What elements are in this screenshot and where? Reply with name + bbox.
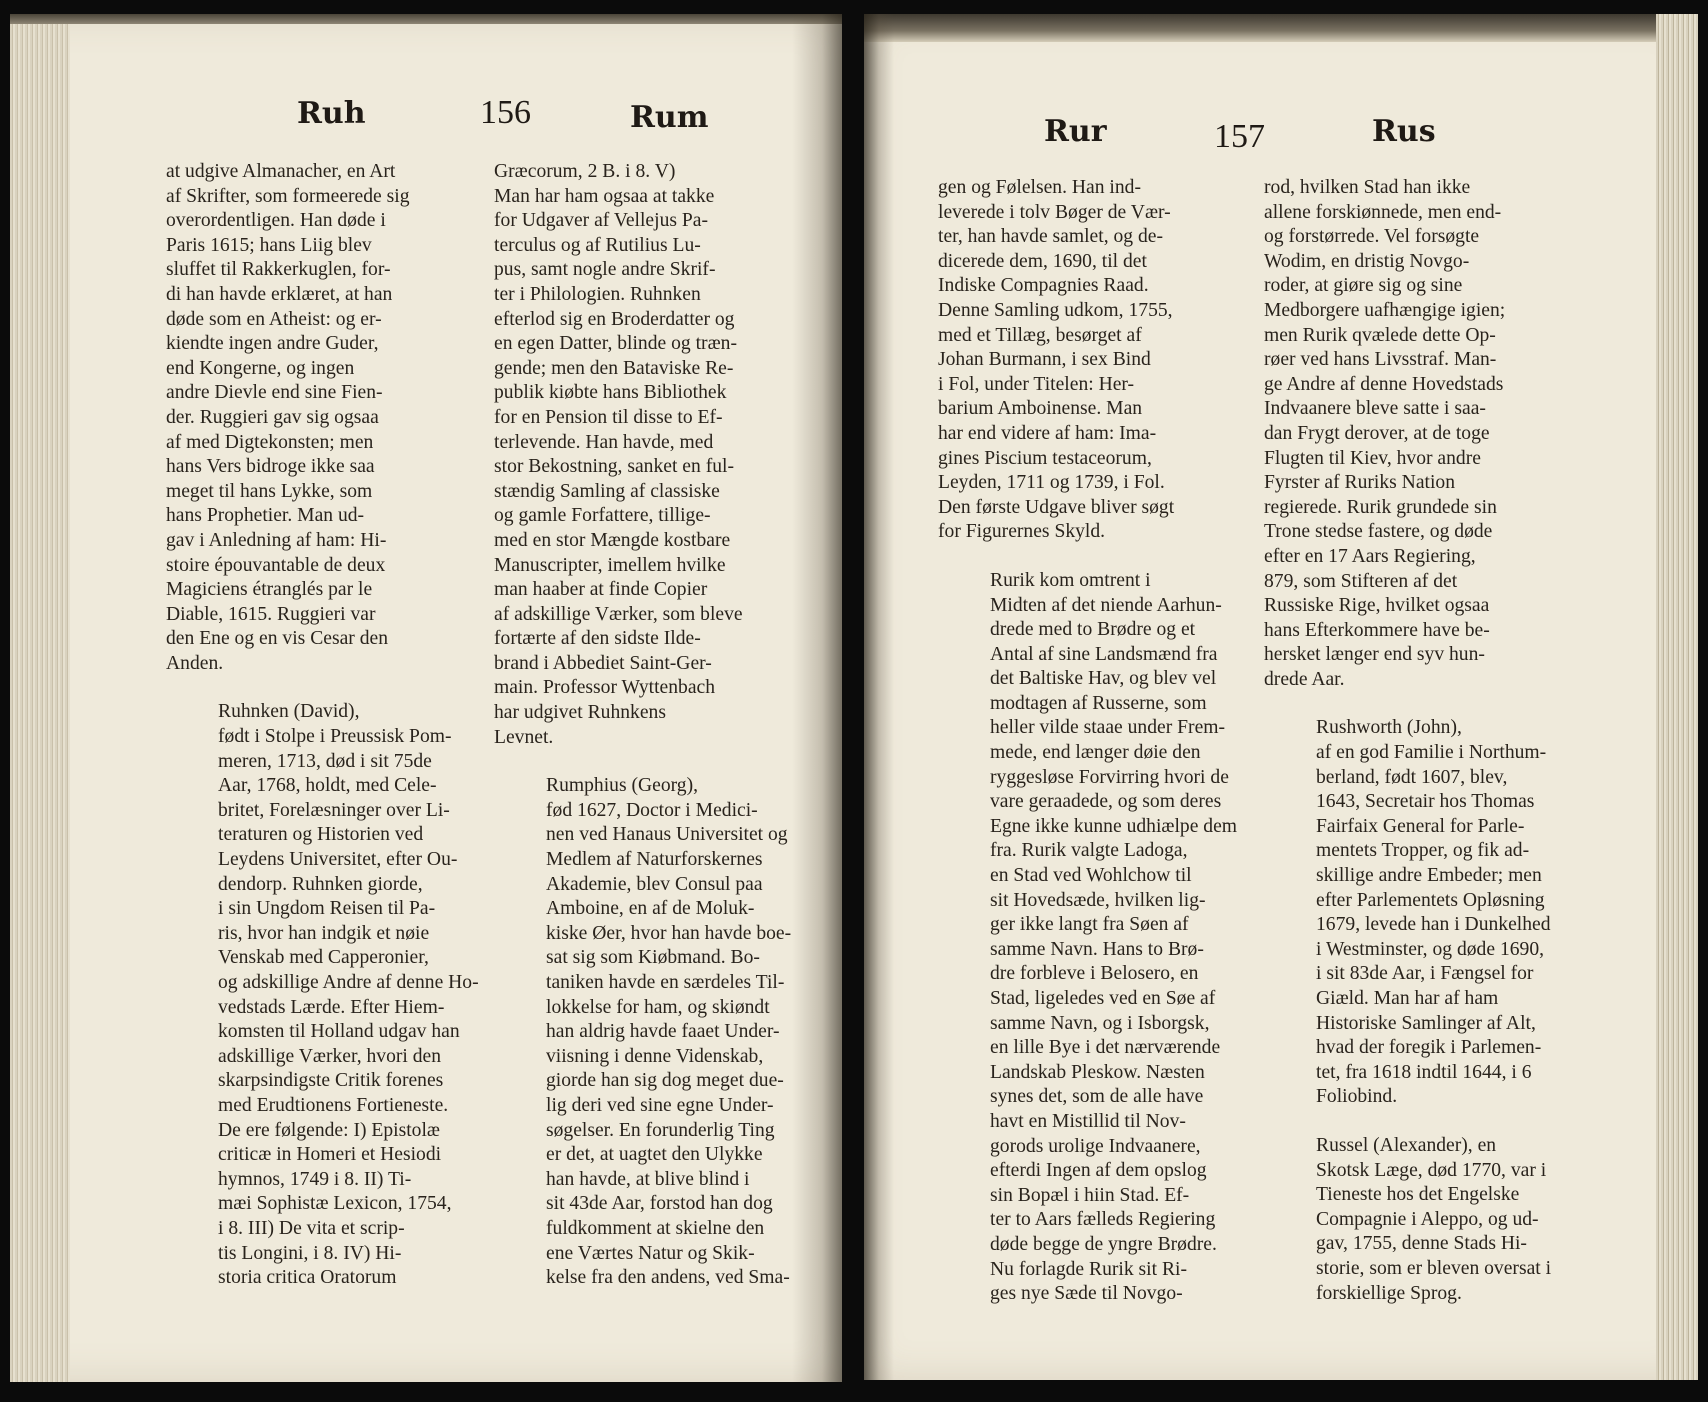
- text-line: hymnos, 1749 i 8. II) Ti-: [218, 1168, 412, 1190]
- text-line: efter en 17 Aars Regiering,: [1264, 545, 1476, 567]
- text-line: ter to Aars fælleds Regiering: [990, 1209, 1216, 1231]
- text-line: og forstørrede. Vel forsøgte: [1264, 226, 1480, 248]
- text-line: i sin Ungdom Reisen til Pa-: [218, 898, 436, 920]
- text-line: 1643, Secretair hos Thomas: [1316, 791, 1535, 813]
- text-line: mentets Tropper, og fik ad-: [1316, 840, 1530, 862]
- text-line: vedstads Lærde. Efter Hiem-: [218, 996, 445, 1018]
- text-line: søgelser. En forunderlig Ting: [546, 1119, 775, 1141]
- text-line: giorde han sig dog meget due-: [546, 1070, 784, 1092]
- text-line: Rurik kom omtrent i: [990, 569, 1151, 591]
- text-line: regierede. Rurik grundede sin: [1264, 496, 1497, 518]
- running-head-left: Ruh: [297, 96, 366, 131]
- text-line: allene forskiønnede, men end-: [1264, 201, 1502, 223]
- text-line: hans Vers bidroge ikke saa: [166, 456, 375, 478]
- text-line: røer ved hans Livsstraf. Man-: [1264, 349, 1497, 371]
- text-line: lig deri ved sine egne Under-: [546, 1094, 774, 1116]
- paragraph: [938, 569, 1250, 1307]
- text-line: Medlem af Naturforskernes: [546, 849, 763, 871]
- text-line: med Erudtionens Fortieneste.: [218, 1094, 449, 1116]
- text-line: adskillige Værker, hvori den: [218, 1045, 442, 1067]
- text-line: gen og Følelsen. Han ind-: [938, 177, 1141, 198]
- text-line: Egne ikke kunne udhiælpe dem: [990, 815, 1238, 837]
- text-line: overordentligen. Han døde i: [166, 210, 386, 232]
- text-line: sit 43de Aar, forstod han dog: [546, 1193, 773, 1215]
- text-column-1: [166, 160, 479, 1291]
- text-line: sin Bopæl i hiin Stad. Ef-: [990, 1184, 1190, 1206]
- text-line: gav, 1755, denne Stads Hi-: [1316, 1233, 1527, 1255]
- text-line: af adskillige Værker, som bleve: [494, 603, 743, 625]
- text-line: stor Bekostning, sanket en ful-: [494, 456, 734, 478]
- text-line: han havde, at blive blind i: [546, 1168, 750, 1190]
- paragraph: [938, 176, 1250, 545]
- running-head-right: Rus: [1372, 114, 1436, 149]
- text-line: Aar, 1768, holdt, med Cele-: [218, 775, 437, 797]
- text-line: i Westminster, og døde 1690,: [1316, 938, 1545, 960]
- page-number: 156: [480, 94, 531, 131]
- text-line: synes det, som de alle have: [990, 1086, 1204, 1108]
- text-line: di han havde erklæret, at han: [166, 283, 393, 305]
- text-line: Tieneste hos det Engelske: [1316, 1184, 1520, 1206]
- text-line: Midten af det niende Aarhun-: [990, 594, 1222, 616]
- text-line: en lille Bye i det nærværende: [990, 1037, 1221, 1059]
- text-line: Leyden, 1711 og 1739, i Fol.: [938, 472, 1165, 494]
- page-number: 157: [1214, 118, 1265, 155]
- text-line: storie, som er bleven oversat i: [1316, 1257, 1552, 1279]
- text-line: efter Parlementets Opløsning: [1316, 889, 1545, 911]
- left-page: [10, 14, 842, 1382]
- text-line: samme Navn. Hans to Brø-: [990, 938, 1204, 960]
- page-top-shadow: [10, 14, 842, 24]
- text-line: er det, at uagtet den Ulykke: [546, 1144, 763, 1166]
- text-line: Medborgere uafhængige igien;: [1264, 299, 1506, 321]
- text-line: for en Pension til disse to Ef-: [494, 406, 723, 428]
- text-line: kiske Øer, hvor han havde boe-: [546, 922, 792, 944]
- text-line: Historiske Samlinger af Alt,: [1316, 1012, 1536, 1034]
- text-line: sluffet til Rakkerkuglen, for-: [166, 259, 391, 281]
- text-line: dendorp. Ruhnken giorde,: [218, 873, 423, 895]
- text-line: viisning i denne Videnskab,: [546, 1045, 764, 1067]
- text-line: Johan Burmann, i sex Bind: [938, 349, 1151, 371]
- binding-gutter: [864, 14, 894, 1380]
- text-line: Rushworth (John),: [1316, 717, 1462, 739]
- text-line: Skotsk Læge, død 1770, var i: [1316, 1159, 1547, 1181]
- text-line: terlevende. Han havde, med: [494, 431, 714, 453]
- text-line: og adskillige Andre af denne Ho-: [218, 972, 479, 993]
- paragraph: [1264, 1134, 1586, 1306]
- paragraph: [1264, 176, 1586, 692]
- text-line: Compagnie i Aleppo, og ud-: [1316, 1208, 1539, 1230]
- text-line: dicerede dem, 1690, til det: [938, 250, 1147, 272]
- text-line: af Skrifter, som formeerede sig: [166, 185, 410, 207]
- text-line: meget til hans Lykke, som: [166, 480, 373, 502]
- text-line: Magiciens étranglés par le: [166, 579, 373, 601]
- text-line: hans Prophetier. Man ud-: [166, 505, 365, 527]
- text-line: Paris 1615; hans Liig blev: [166, 234, 372, 256]
- text-column-2: [1264, 176, 1586, 1306]
- text-line: en egen Datter, blinde og træn-: [494, 333, 737, 355]
- text-line: hans Efterkommere have be-: [1264, 619, 1490, 641]
- text-line: vare geraadede, og som deres: [990, 791, 1222, 813]
- text-line: Wodim, en dristig Novgo-: [1264, 250, 1470, 272]
- text-line: den Ene og en vis Cesar den: [166, 628, 388, 650]
- text-line: publik kiøbte hans Bibliothek: [494, 382, 727, 404]
- text-line: det Baltiske Hav, og blev vel: [990, 668, 1217, 690]
- text-line: Amboine, en af de Moluk-: [546, 898, 755, 920]
- paragraph: [166, 160, 476, 676]
- text-line: heller vilde staae under Frem-: [990, 717, 1226, 739]
- text-line: født i Stolpe i Preussisk Pom-: [218, 726, 452, 748]
- text-line: britet, Forelæsninger over Li-: [218, 799, 450, 821]
- text-line: Antal af sine Landsmænd fra: [990, 643, 1218, 665]
- text-line: stændig Samling af classiske: [494, 480, 720, 502]
- text-line: der. Ruggieri gav sig ogsaa: [166, 406, 379, 428]
- text-line: tis Longini, i 8. IV) Hi-: [218, 1242, 402, 1264]
- text-line: har udgivet Ruhnkens: [494, 702, 666, 724]
- text-line: tet, fra 1618 indtil 1644, i 6: [1316, 1061, 1532, 1083]
- text-line: gorods urolige Indvaanere,: [990, 1135, 1201, 1157]
- text-line: ryggesløse Forvirring hvori de: [990, 766, 1229, 788]
- text-column-1: [938, 176, 1250, 1307]
- text-line: Fairfaix General for Parle-: [1316, 815, 1525, 837]
- text-line: 1679, levede han i Dunkelhed: [1316, 914, 1551, 936]
- text-line: Man har ham ogsaa at takke: [494, 185, 715, 207]
- text-line: Diable, 1615. Ruggieri var: [166, 603, 376, 625]
- text-line: af med Digtekonsten; men: [166, 431, 374, 453]
- text-line: taniken havde en særdeles Til-: [546, 972, 785, 993]
- text-line: mæi Sophistæ Lexicon, 1754,: [218, 1193, 452, 1215]
- text-line: roder, at giøre sig og sine: [1264, 275, 1463, 297]
- text-line: hvad der foregik i Parlemen-: [1316, 1037, 1542, 1059]
- text-line: har end videre af ham: Ima-: [938, 422, 1157, 444]
- text-line: i sit 83de Aar, i Fængsel for: [1316, 963, 1534, 985]
- text-line: Manuscripter, imellem hvilke: [494, 554, 726, 576]
- text-line: fra. Rurik valgte Ladoga,: [990, 840, 1188, 862]
- text-line: og gamle Forfattere, tillige-: [494, 505, 711, 527]
- text-line: De ere følgende: I) Epistolæ: [218, 1119, 440, 1141]
- text-line: ter, han havde samlet, og de-: [938, 226, 1164, 248]
- text-line: gav i Anledning af ham: Hi-: [166, 529, 387, 551]
- text-line: storia critica Oratorum: [218, 1267, 397, 1289]
- text-line: brand i Abbediet Saint-Ger-: [494, 652, 712, 674]
- text-line: Den første Udgave bliver søgt: [938, 496, 1175, 518]
- text-line: med en stor Mængde kostbare: [494, 529, 731, 551]
- text-line: dre forbleve i Belosero, en: [990, 963, 1199, 985]
- text-line: leverede i tolv Bøger de Vær-: [938, 201, 1171, 223]
- text-line: fød 1627, Doctor i Medici-: [546, 799, 758, 821]
- text-line: pus, samt nogle andre Skrif-: [494, 259, 716, 281]
- text-line: nen ved Hanaus Universitet og: [546, 824, 788, 846]
- text-line: Indiske Compagnies Raad.: [938, 275, 1149, 297]
- text-line: ger ikke langt fra Søen af: [990, 914, 1189, 936]
- text-line: dan Frygt derover, at de toge: [1264, 422, 1490, 444]
- text-column-2: [494, 160, 794, 1291]
- text-line: en Stad ved Wohlchow til: [990, 865, 1192, 887]
- text-line: i Fol, under Titelen: Her-: [938, 373, 1135, 395]
- text-line: berland, født 1607, blev,: [1316, 766, 1508, 788]
- text-line: lokkelse for ham, og skiøndt: [546, 996, 770, 1018]
- text-line: drede Aar.: [1264, 668, 1345, 690]
- binding-gutter: [792, 14, 842, 1382]
- text-line: Ruhnken (David),: [218, 701, 360, 723]
- text-line: Trone stedse fastere, og døde: [1264, 521, 1493, 543]
- text-line: kiendte ingen andre Guder,: [166, 333, 379, 355]
- text-line: hersket længer end syv hun-: [1264, 644, 1485, 666]
- text-line: barium Amboinense. Man: [938, 398, 1143, 420]
- text-line: Venskab med Capperonier,: [218, 947, 429, 969]
- text-line: ene Værtes Natur og Skik-: [546, 1242, 755, 1264]
- text-line: Fyrster af Ruriks Nation: [1264, 472, 1456, 494]
- text-line: døde som en Atheist: og er-: [166, 308, 382, 330]
- text-line: drede med to Brødre og et: [990, 619, 1196, 641]
- text-line: men Rurik qvælede dette Op-: [1264, 324, 1496, 346]
- text-line: end Kongerne, og ingen: [166, 357, 355, 379]
- text-line: Levnet.: [494, 726, 554, 748]
- text-line: skarpsindigste Critik forenes: [218, 1070, 444, 1092]
- text-line: Akademie, blev Consul paa: [546, 873, 763, 895]
- paragraph: [494, 160, 794, 750]
- text-line: sat sig som Kiøbmand. Bo-: [546, 947, 760, 969]
- text-line: rod, hvilken Stad han ikke: [1264, 177, 1471, 198]
- text-line: stoire épouvantable de deux: [166, 554, 386, 576]
- text-line: ge Andre af denne Hovedstads: [1264, 373, 1504, 395]
- text-line: main. Professor Wyttenbach: [494, 677, 716, 699]
- text-line: forskiellige Sprog.: [1316, 1282, 1462, 1304]
- text-line: fortærte af den sidste Ilde-: [494, 628, 701, 650]
- text-line: gines Piscium testaceorum,: [938, 447, 1152, 469]
- text-line: døde begge de yngre Brødre.: [990, 1233, 1217, 1255]
- text-line: Russiske Rige, hvilket ogsaa: [1264, 595, 1490, 617]
- text-line: andre Dievle end sine Fien-: [166, 382, 383, 404]
- text-line: meren, 1713, død i sit 75de: [218, 750, 432, 772]
- right-page: [864, 14, 1698, 1380]
- text-line: 879, som Stifteren af det: [1264, 570, 1458, 592]
- paragraph: [166, 700, 479, 1290]
- text-line: Rumphius (Georg),: [546, 775, 699, 797]
- text-line: at udgive Almanacher, en Art: [166, 161, 396, 182]
- paragraph: [494, 774, 794, 1290]
- text-line: skillige andre Embeder; men: [1316, 865, 1542, 887]
- text-line: Giæld. Man har af ham: [1316, 988, 1499, 1009]
- text-line: ter i Philologien. Ruhnken: [494, 283, 701, 305]
- text-line: mede, end længer døie den: [990, 742, 1201, 764]
- text-line: Russel (Alexander), en: [1316, 1134, 1497, 1156]
- text-line: Denne Samling udkom, 1755,: [938, 299, 1173, 321]
- text-line: komsten til Holland udgav han: [218, 1021, 460, 1043]
- text-line: sit Hovedsæde, hvilken lig-: [990, 889, 1206, 911]
- text-line: Indvaanere bleve satte i saa-: [1264, 398, 1486, 420]
- paragraph: [1264, 716, 1586, 1110]
- text-line: for Figurernes Skyld.: [938, 521, 1106, 543]
- text-line: ris, hvor han indgik et nøie: [218, 922, 430, 944]
- text-line: Stad, ligeledes ved en Søe af: [990, 988, 1216, 1009]
- text-line: Landskab Pleskow. Næsten: [990, 1061, 1205, 1083]
- text-line: med et Tillæg, besørget af: [938, 324, 1142, 346]
- text-line: kelse fra den andens, ved Sma-: [546, 1267, 790, 1289]
- text-line: man haaber at finde Copier: [494, 579, 708, 601]
- running-head-right: Rum: [630, 100, 709, 135]
- text-line: Leydens Universitet, efter Ou-: [218, 849, 458, 871]
- text-line: ges nye Sæde til Novgo-: [990, 1283, 1183, 1305]
- text-line: Flugten til Kiev, hvor andre: [1264, 447, 1481, 469]
- text-line: samme Navn, og i Isborgsk,: [990, 1012, 1210, 1034]
- text-line: modtagen af Russerne, som: [990, 692, 1207, 714]
- page-edge: [1656, 14, 1698, 1380]
- text-line: efterlod sig en Broderdatter og: [494, 308, 735, 330]
- text-line: gende; men den Bataviske Re-: [494, 357, 734, 379]
- text-line: han aldrig havde faaet Under-: [546, 1021, 780, 1043]
- page-top-shadow: [864, 14, 1698, 42]
- text-line: teraturen og Historien ved: [218, 824, 424, 846]
- text-line: havt en Mistillid til Nov-: [990, 1110, 1186, 1132]
- running-head-left: Rur: [1044, 114, 1107, 149]
- page-edge: [10, 14, 70, 1382]
- text-line: Foliobind.: [1316, 1086, 1398, 1108]
- text-line: terculus og af Rutilius Lu-: [494, 234, 701, 256]
- text-line: i 8. III) De vita et scrip-: [218, 1217, 405, 1239]
- text-line: af en god Familie i Northum-: [1316, 742, 1547, 764]
- text-line: criticæ in Homeri et Hesiodi: [218, 1144, 442, 1166]
- text-line: fuldkomment at skielne den: [546, 1217, 765, 1239]
- text-line: efterdi Ingen af dem opslog: [990, 1160, 1207, 1182]
- text-line: Græcorum, 2 B. i 8. V): [494, 161, 676, 182]
- text-line: for Udgaver af Vellejus Pa-: [494, 210, 709, 232]
- text-line: Anden.: [166, 652, 224, 674]
- text-line: Nu forlagde Rurik sit Ri-: [990, 1258, 1187, 1280]
